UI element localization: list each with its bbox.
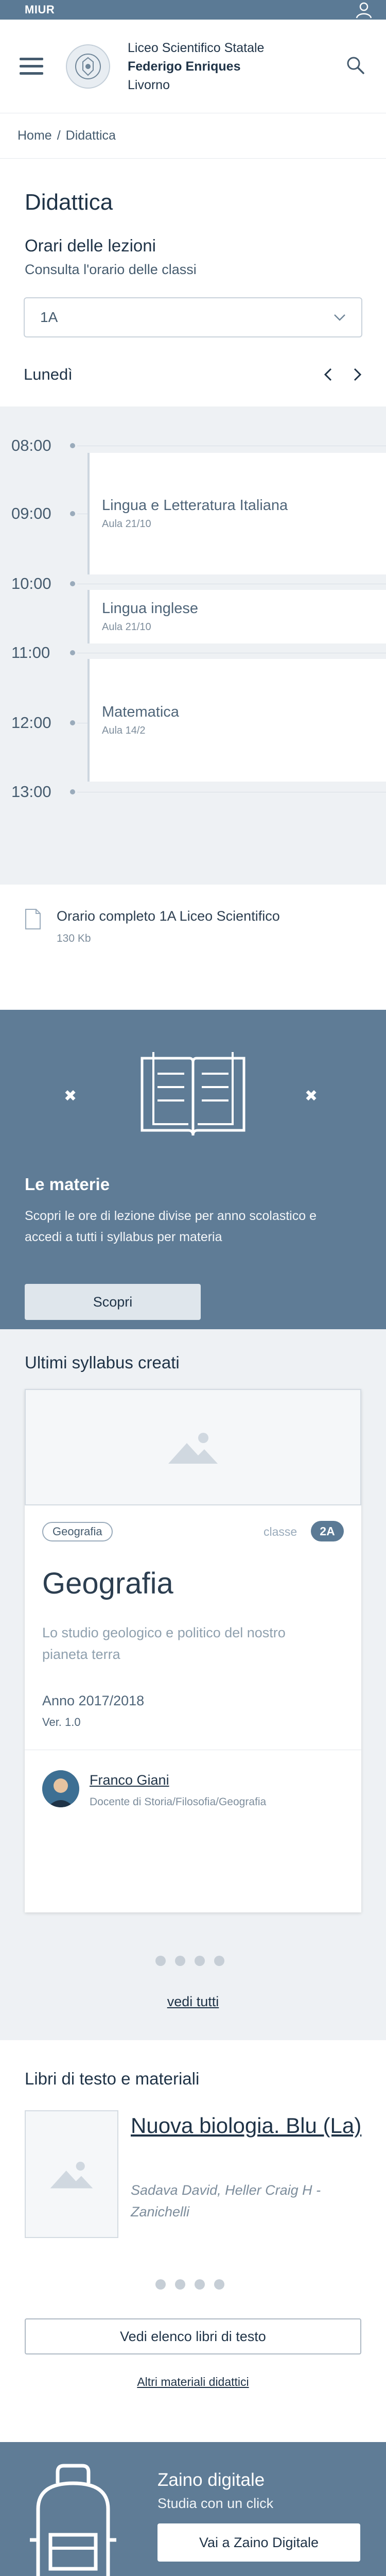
hour-dot [70, 789, 75, 794]
teacher-role: Docente di Storia/Filosofia/Geografia [90, 1796, 267, 1808]
hour-dot [70, 720, 75, 725]
zaino-button[interactable]: Vai a Zaino Digitale [157, 2523, 360, 2562]
timetable-title: Orari delle lezioni [25, 236, 156, 255]
timetable-grid [0, 406, 386, 885]
time-label: 10:00 [11, 574, 51, 592]
carousel-dots[interactable] [155, 2279, 224, 2290]
book-cover-placeholder[interactable] [25, 2110, 118, 2238]
sparkle-icon: ✖ [64, 1088, 77, 1105]
syllabus-more-link[interactable]: vedi tutti [167, 1994, 219, 2009]
lesson-subject: Lingua e Letteratura Italiana [102, 497, 288, 514]
hour-dot [70, 650, 75, 655]
time-label: 13:00 [11, 783, 51, 801]
syllabus-card[interactable] [25, 1389, 361, 1912]
document-icon [25, 908, 41, 930]
scopri-button[interactable]: Scopri [25, 1284, 201, 1320]
syllabus-year: Anno 2017/2018 [42, 1693, 145, 1708]
teacher-name[interactable]: Franco Giani [90, 1772, 169, 1788]
class-badge: 2A [311, 1521, 344, 1541]
image-placeholder [25, 1389, 361, 1505]
class-select-value: 1A [40, 309, 58, 325]
breadcrumb-separator: / [57, 128, 61, 143]
libri-section [0, 2040, 386, 2442]
materie-title: Le materie [25, 1175, 110, 1194]
lesson-room: Aula 21/10 [102, 621, 151, 633]
lesson-card[interactable] [87, 659, 386, 782]
day-navigator [0, 365, 386, 384]
sparkle-icon: ✖ [305, 1088, 318, 1105]
subject-tag[interactable]: Geografia [42, 1522, 113, 1541]
time-label: 09:00 [11, 504, 51, 522]
zaino-title: Zaino digitale [157, 2470, 265, 2490]
syllabus-name: Geografia [42, 1567, 173, 1600]
chevron-right-icon[interactable] [353, 367, 362, 382]
lesson-room: Aula 21/10 [102, 518, 151, 530]
owner-label[interactable]: MIUR [25, 3, 55, 16]
page-title: Didattica [25, 190, 113, 215]
backpack-icon [28, 2463, 118, 2576]
time-label: 11:00 [11, 643, 50, 662]
altri-materiali-link[interactable]: Altri materiali didattici [137, 2375, 249, 2388]
lesson-room: Aula 14/2 [102, 725, 146, 736]
hour-dot [70, 581, 75, 586]
search-icon[interactable] [346, 56, 365, 78]
timetable-download[interactable] [0, 885, 386, 945]
lesson-subject: Matematica [102, 704, 179, 720]
syllabus-desc: Lo studio geologico e politico del nostro pianeta terra [42, 1625, 286, 1662]
file-name: Orario completo 1A Liceo Scientifico [57, 908, 280, 924]
school-name-line3: Livorno [128, 77, 170, 92]
time-label: 08:00 [11, 436, 51, 454]
day-label: Lunedì [24, 365, 73, 383]
top-bar [0, 0, 386, 20]
image-icon [166, 1429, 220, 1466]
user-icon[interactable] [355, 1, 373, 19]
school-name-line2: Federigo Enriques [128, 59, 241, 74]
chevron-down-icon [334, 314, 346, 321]
book-title[interactable]: Nuova biologia. Blu (La) [131, 2113, 362, 2138]
breadcrumb-current: Didattica [65, 128, 116, 143]
libri-title: Libri di testo e materiali [25, 2069, 200, 2088]
zaino-section [0, 2442, 386, 2576]
materie-desc: Scopri le ore di lezione divise per anno scolastico e accedi a tutti i syllabus per materia [25, 1209, 317, 1244]
breadcrumb-home[interactable]: Home [17, 128, 52, 143]
time-label: 12:00 [11, 714, 51, 732]
materie-section [0, 1010, 386, 1329]
lesson-card[interactable] [87, 453, 386, 574]
carousel-dots[interactable] [155, 1956, 224, 1966]
syllabus-section [0, 1329, 386, 2040]
hour-dot [70, 443, 75, 448]
lesson-subject: Lingua inglese [102, 600, 199, 617]
site-header [0, 20, 386, 113]
class-select[interactable] [24, 297, 362, 337]
book-authors: Sadava David, Heller Craig H - Zanichelli [131, 2182, 321, 2219]
book-icon [138, 1048, 248, 1139]
school-logo[interactable] [66, 44, 110, 89]
menu-icon[interactable] [20, 58, 43, 75]
libri-list-button[interactable]: Vedi elenco libri di testo [25, 2318, 361, 2354]
avatar [42, 1770, 79, 1807]
syllabus-version: Ver. 1.0 [42, 1716, 81, 1728]
syllabus-title: Ultimi syllabus creati [25, 1353, 180, 1372]
timetable-subtitle: Consulta l'orario delle classi [25, 262, 197, 277]
chevron-left-icon[interactable] [323, 367, 332, 382]
breadcrumb [0, 113, 386, 159]
image-icon [48, 2158, 95, 2190]
school-name-line1: Liceo Scientifico Statale [128, 40, 265, 55]
file-size: 130 Kb [57, 933, 91, 944]
zaino-subtitle: Studia con un click [157, 2496, 274, 2511]
class-label: classe [264, 1525, 297, 1538]
hour-dot [70, 511, 75, 516]
lesson-card[interactable] [87, 590, 386, 643]
